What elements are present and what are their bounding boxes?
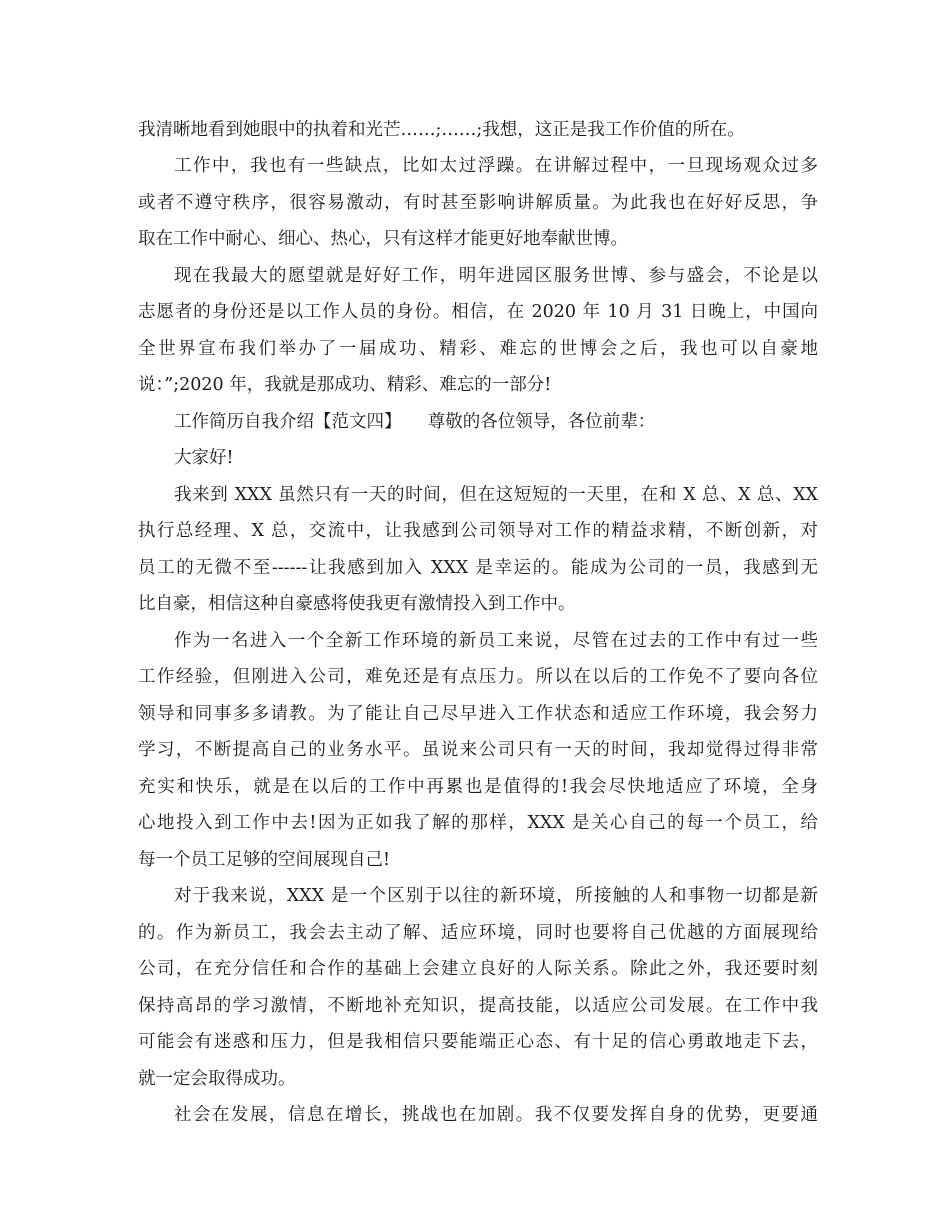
body-text-line: 心地投入到工作中去!因为正如我了解的那样，XXX 是关心自己的每一个员工，给 <box>138 813 818 833</box>
body-text-line: 的。作为新员工，我会去主动了解、适应环境，同时也要将自己优越的方面展现给 <box>138 923 818 943</box>
body-text-line: 领导和同事多多请教。为了能让自己尽早进入工作状态和适应工作环境，我会努力 <box>138 704 818 724</box>
body-text-line: 充实和快乐，就是在以后的工作中再累也是值得的!我会尽快地适应了环境，全身 <box>138 777 818 797</box>
paragraph-first-line: 社会在发展，信息在增长，挑战也在加剧。我不仅要发挥自身的优势，更要通 <box>174 1105 818 1125</box>
body-text-line: 或者不遵守秩序，很容易激动，有时甚至影响讲解质量。为此我也在好好反思，争 <box>138 193 818 213</box>
paragraph-first-line: 工作中，我也有一些缺点，比如太过浮躁。在讲解过程中，一旦现场观众过多 <box>174 156 818 176</box>
paragraph-first-line: 我来到 XXX 虽然只有一天的时间，但在这短短的一天里，在和 X 总、X 总、XX <box>174 485 818 505</box>
body-text-line: 可能会有迷惑和压力，但是我相信只要能端正心态、有十足的信心勇敢地走下去， <box>138 1032 818 1052</box>
body-text-line: 员工的无微不至------让我感到加入 XXX 是幸运的。能成为公司的一员，我感到无 <box>138 558 818 578</box>
body-text-line: 说：”;2020 年，我就是那成功、精彩、难忘的一部分! <box>138 375 552 395</box>
body-text-line: 学习，不断提高自己的业务水平。虽说来公司只有一天的时间，我却觉得过得非常 <box>138 740 818 760</box>
paragraph-first-line: 对于我来说，XXX 是一个区别于以往的新环境，所接触的人和事物一切都是新 <box>174 886 818 906</box>
body-text-line: 就一定会取得成功。 <box>138 1069 296 1089</box>
body-text-line: 执行总经理、X 总，交流中，让我感到公司领导对工作的精益求精，不断创新，对 <box>138 521 818 541</box>
body-text-line: 保持高昂的学习激情，不断地补充知识，提高技能，以适应公司发展。在工作中我 <box>138 996 818 1016</box>
paragraph-first-line: 现在我最大的愿望就是好好工作，明年进园区服务世博、参与盛会，不论是以 <box>174 266 818 286</box>
section-heading: 工作简历自我介绍【范文四】 尊敬的各位领导，各位前辈： <box>174 412 656 432</box>
body-text-line: 志愿者的身份还是以工作人员的身份。相信，在 2020 年 10 月 31 日晚上，中国向 <box>138 302 818 322</box>
body-text-line: 我清晰地看到她眼中的执着和光芒……;……;我想，这正是我工作价值的所在。 <box>138 120 745 140</box>
greeting-line: 大家好! <box>174 448 234 468</box>
body-text-line: 工作经验，但刚进入公司，难免还是有点压力。所以在以后的工作免不了要向各位 <box>138 667 818 687</box>
body-text-line: 全世界宣布我们举办了一届成功、精彩、难忘的世博会之后，我也可以自豪地 <box>138 339 818 359</box>
body-text-line: 公司，在充分信任和合作的基础上会建立良好的人际关系。除此之外，我还要时刻 <box>138 959 818 979</box>
body-text-line: 取在工作中耐心、细心、热心，只有这样才能更好地奉献世博。 <box>138 229 628 249</box>
paragraph-first-line: 作为一名进入一个全新工作环境的新员工来说，尽管在过去的工作中有过一些 <box>174 631 818 651</box>
body-text-line: 每一个员工足够的空间展现自己! <box>138 850 391 870</box>
body-text-line: 比自豪，相信这种自豪感将使我更有激情投入到工作中。 <box>138 594 576 614</box>
